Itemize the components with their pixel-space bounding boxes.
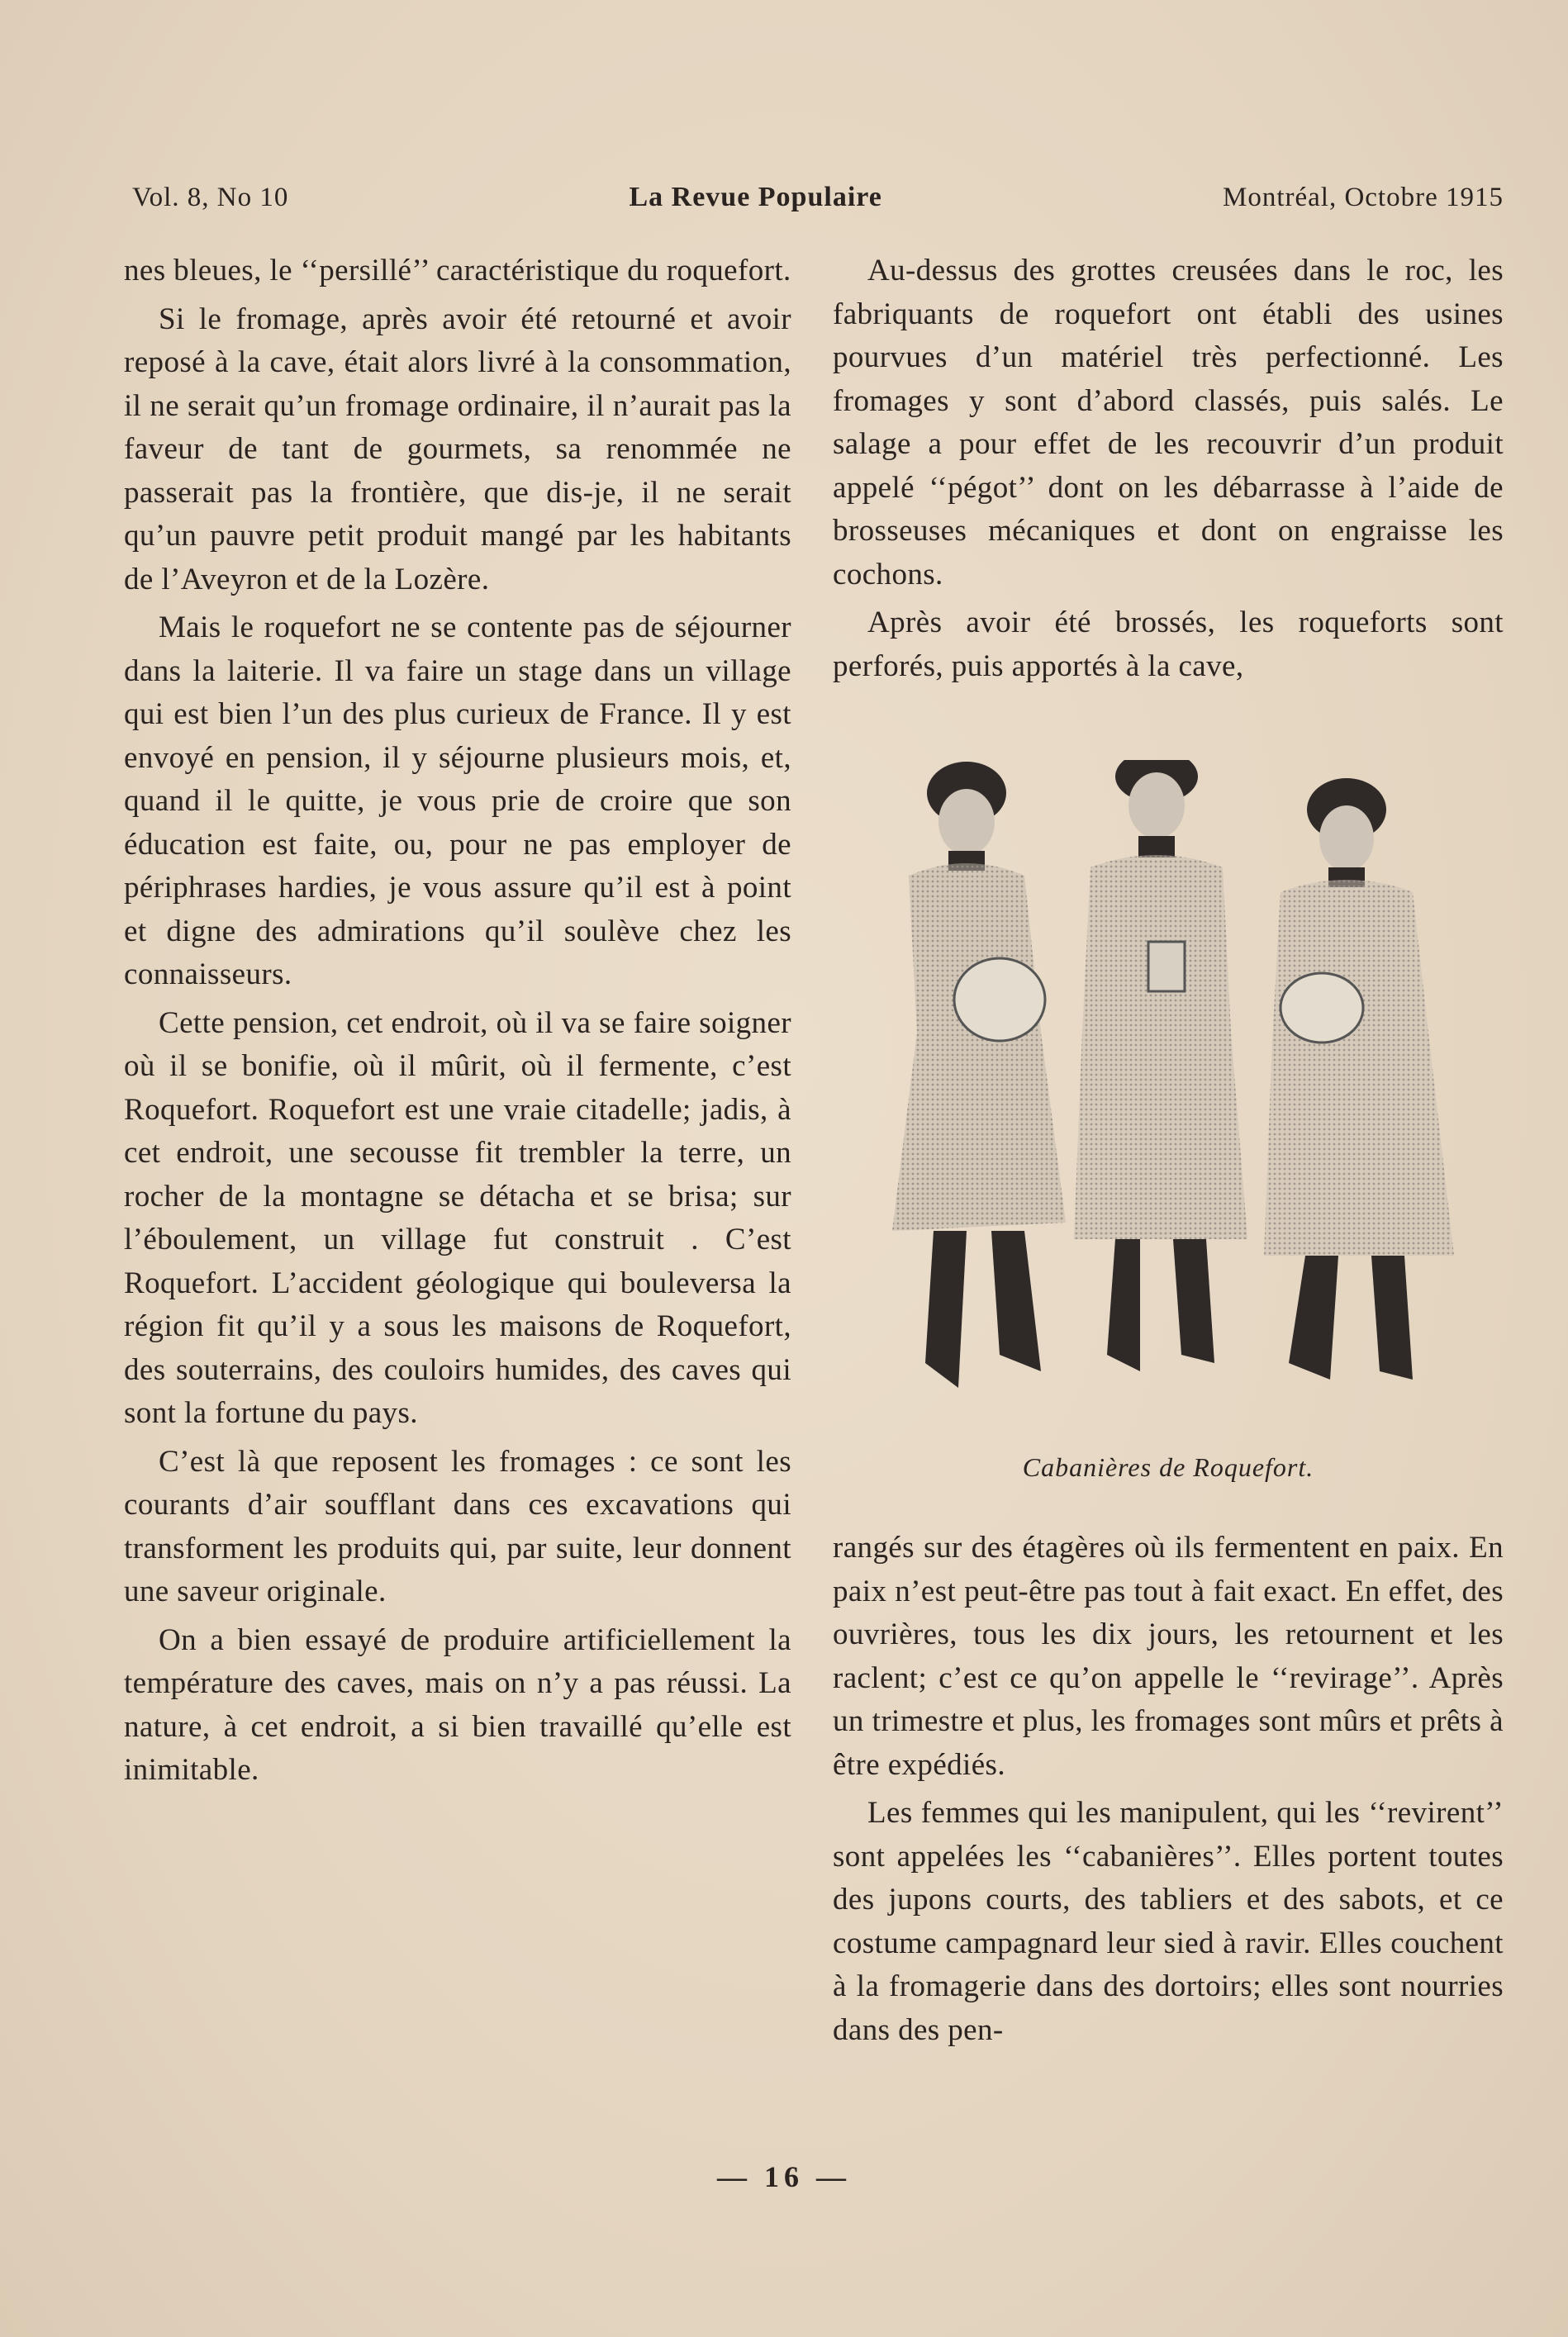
paragraph: Les femmes qui les manipulent, qui les ‘‘revirent’’ sont appelées les ‘‘cabanières’’. Elles portent toutes des jupons courts, des tabliers et des sabots, et ce costume campagnard leur sied à ravir. Elles couchent à la fromagerie dans des dortoirs; elles sont nourries dans des pen-	[833, 1796, 1504, 2047]
woman-right-figure	[1264, 778, 1454, 1380]
right-column-bottom	[833, 1527, 1504, 2057]
right-column-top	[833, 249, 1504, 693]
left-column	[124, 249, 791, 1798]
volume-number: Vol. 8, No 10	[132, 182, 289, 212]
issue-date: Montréal, Octobre 1915	[1222, 182, 1504, 212]
paragraph: rangés sur des étagères où ils fermentent en paix. En paix n’est peut-être pas tout à fait exact. En effet, des ouvrières, tous les dix jours, les retournent et les raclent; c’est ce qu’on appelle le ‘‘revirage’’. Après un trimestre et plus, les fromages sont mûrs et prêts à être expédiés.	[833, 1531, 1504, 1782]
paragraph: Au-dessus des grottes creusées dans le roc, les fabriquants de roquefort ont établi des usines pourvues d’un matériel très perfectionné. Les fromages y sont d’abord classés, puis salés. Le salage a pour effet de les recouvrir d’un produit appelé ‘‘pégot’’ dont on les débarrasse à l’aide de brosseuses mécaniques et dont on engraisse les cochons.	[833, 254, 1504, 591]
photo-caption: Cabanières de Roquefort.	[1022, 1452, 1314, 1482]
page-number: — 16 —	[717, 2160, 851, 2193]
paragraph: Mais le roquefort ne se contente pas de séjourner dans la laiterie. Il va faire un stage dans un village qui est bien l’un des plus curieux de France. Il y est envoyé en pension, il y séjourne plusieurs mois, et, quand il le quitte, je vous prie de croire que son éducation est faite, ou, pour ne pas employer de périphrases hardies, je vous assure qu’il est à point et digne des admirations qu’il soulève chez les connaisseurs.	[124, 610, 791, 991]
paragraph: nes bleues, le ‘‘persillé’’ caractéristique du roquefort.	[124, 254, 791, 287]
paragraph: On a bien essayé de produire artificiellement la température des caves, mais on n’y a pas réussi. La nature, à cet endroit, a si bien travaillé qu’elle est inimitable.	[124, 1622, 791, 1787]
paragraph: C’est là que reposent les fromages : ce sont les courants d’air soufflant dans ces excavations qui transforment les produits qui, par suite, leur donnent une saveur originale.	[124, 1444, 791, 1608]
woman-middle-figure	[1074, 760, 1247, 1371]
publication-title: La Revue Populaire	[629, 182, 882, 212]
woman-left-figure	[892, 762, 1066, 1388]
running-header	[132, 177, 1504, 218]
paragraph: Si le fromage, après avoir été retourné et avoir reposé à la cave, était alors livré à la consommation, il ne serait qu’un fromage ordinaire, il n’aurait pas la faveur de tant de gourmets, sa renommée ne passerait pas la frontière, que dis-je, il ne serait qu’un pauvre petit produit mangé par les habitants de l’Aveyron et de la Lozère.	[124, 302, 791, 596]
photo-illustration	[876, 760, 1471, 1446]
paragraph: Cette pension, cet endroit, où il va se faire soigner où il se bonifie, où il mûrit, où il fermente, c’est Roquefort. Roquefort est une vraie citadelle; jadis, à cet endroit, une secousse fit trembler la terre, un rocher de la montagne se détacha et se brisa; sur l’éboulement, un village fut construit . C’est Roquefort. L’accident géologique qui bouleversa la région fit qu’il y a sous les maisons de Roquefort, des souterrains, des couloirs humides, des caves qui sont la fortune du pays.	[124, 1005, 791, 1430]
photo-three-women	[876, 760, 1471, 1470]
paragraph: Après avoir été brossés, les roqueforts sont perforés, puis apportés à la cave,	[833, 606, 1504, 683]
